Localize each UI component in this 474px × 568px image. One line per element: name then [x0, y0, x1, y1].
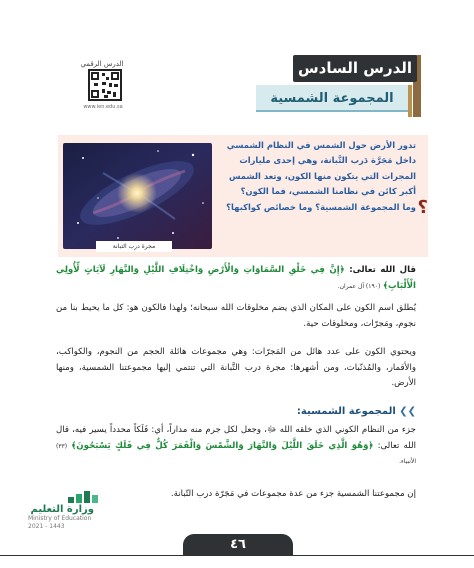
question-mark-icon: ؟ [417, 197, 428, 218]
paragraph-solar-system [56, 423, 416, 470]
intro-text: تدور الأرض حول الشمس في النظام الشمسي داخل مَجَرَّة دَرب التَّبانة، وهي إحدى مليارات المجرات التي يتكون منها الكون، وتعد الشمس أكبر كائن في نظامنا الشمسي، فما الكون؟ وما المجموعة الشمسية؟ وما خصائص كواكبها؟ [226, 140, 416, 212]
verse-reference: (١٩٠) آل عمران. [337, 282, 381, 290]
verse2-text: ﴿وَهُوَ الَّذِي خَلَقَ اللَّيْلَ وَالنَّهَارَ وَالشَّمْسَ وَالْقَمَرَ كُلٌّ فِي فَلَكٍ يَسْبَحُونَ﴾ [71, 440, 374, 451]
verse2-reference: (٣٣) الأنبياء. [56, 442, 416, 465]
verse-intro: قال الله تعالى: [344, 265, 416, 275]
qr-url: www.ien.edu.sa [83, 104, 123, 110]
section-title [297, 406, 416, 417]
edition-year: 2021 - 1443 [28, 523, 65, 530]
header-decoration-accent [408, 85, 412, 117]
ministry-name-ar: وزارة التعليم [30, 504, 94, 515]
section-title-text: المجموعة الشمسية: [296, 406, 396, 417]
chevron-icon: ❯❯ [399, 406, 416, 417]
footer-line [0, 555, 474, 556]
image-caption: مجرة درب التبانة [96, 241, 172, 252]
galaxy-image [63, 143, 212, 249]
solar-system-text: جزء من النظام الكوني الذي خلقه الله ﷻ، وجعل لكل جرم منه مداراً، أي: فَلَكاً محدداً يسير فيه، قال الله تعالى: [56, 425, 416, 451]
verse-text: ﴿إِنَّ فِي خَلْقِ السَّمَاوَاتِ وَالْأَرْضِ وَاخْتِلَافِ اللَّيْلِ وَالنَّهَارِ لَآيَاتٍ لِّأُولِي الْأَلْبَابِ﴾ [56, 265, 416, 291]
ministry-name-en: Ministry of Education [28, 515, 92, 522]
lesson-number: الدرس السادس [293, 55, 417, 82]
ministry-logo [40, 490, 126, 504]
paragraph-conclusion: إن مجموعتنا الشمسية جزء من عدة مجموعات في مَجَرّة درب التّبانة. [170, 489, 416, 499]
verse-paragraph [56, 263, 416, 294]
page-number: ٤٦ [183, 534, 293, 556]
lesson-title: المجموعة الشمسية [256, 85, 408, 112]
qr-label: الدرس الرقمي [80, 60, 124, 68]
qr-code-icon[interactable] [88, 69, 122, 101]
paragraph-galaxies: ويحتوي الكون على عدد هائل من المَجرّات: وهي مجموعات هائلة الحجم من النجوم، والكواكب، والأقمار، والمُذنّبات، ومن أشهرها: مجرة درب التَّبانة التي تنتمي إليها مجموعتنا الشمسية، ومنها الأرض. [56, 347, 416, 388]
paragraph-universe: يُطلق اسم الكون على المكان الذي يضم مخلوقات الله سبحانه؛ ولهذا فالكون هو: كل ما يحيط بنا من نجوم، ومَجرّات، ومخلوقات حية. [56, 303, 416, 329]
